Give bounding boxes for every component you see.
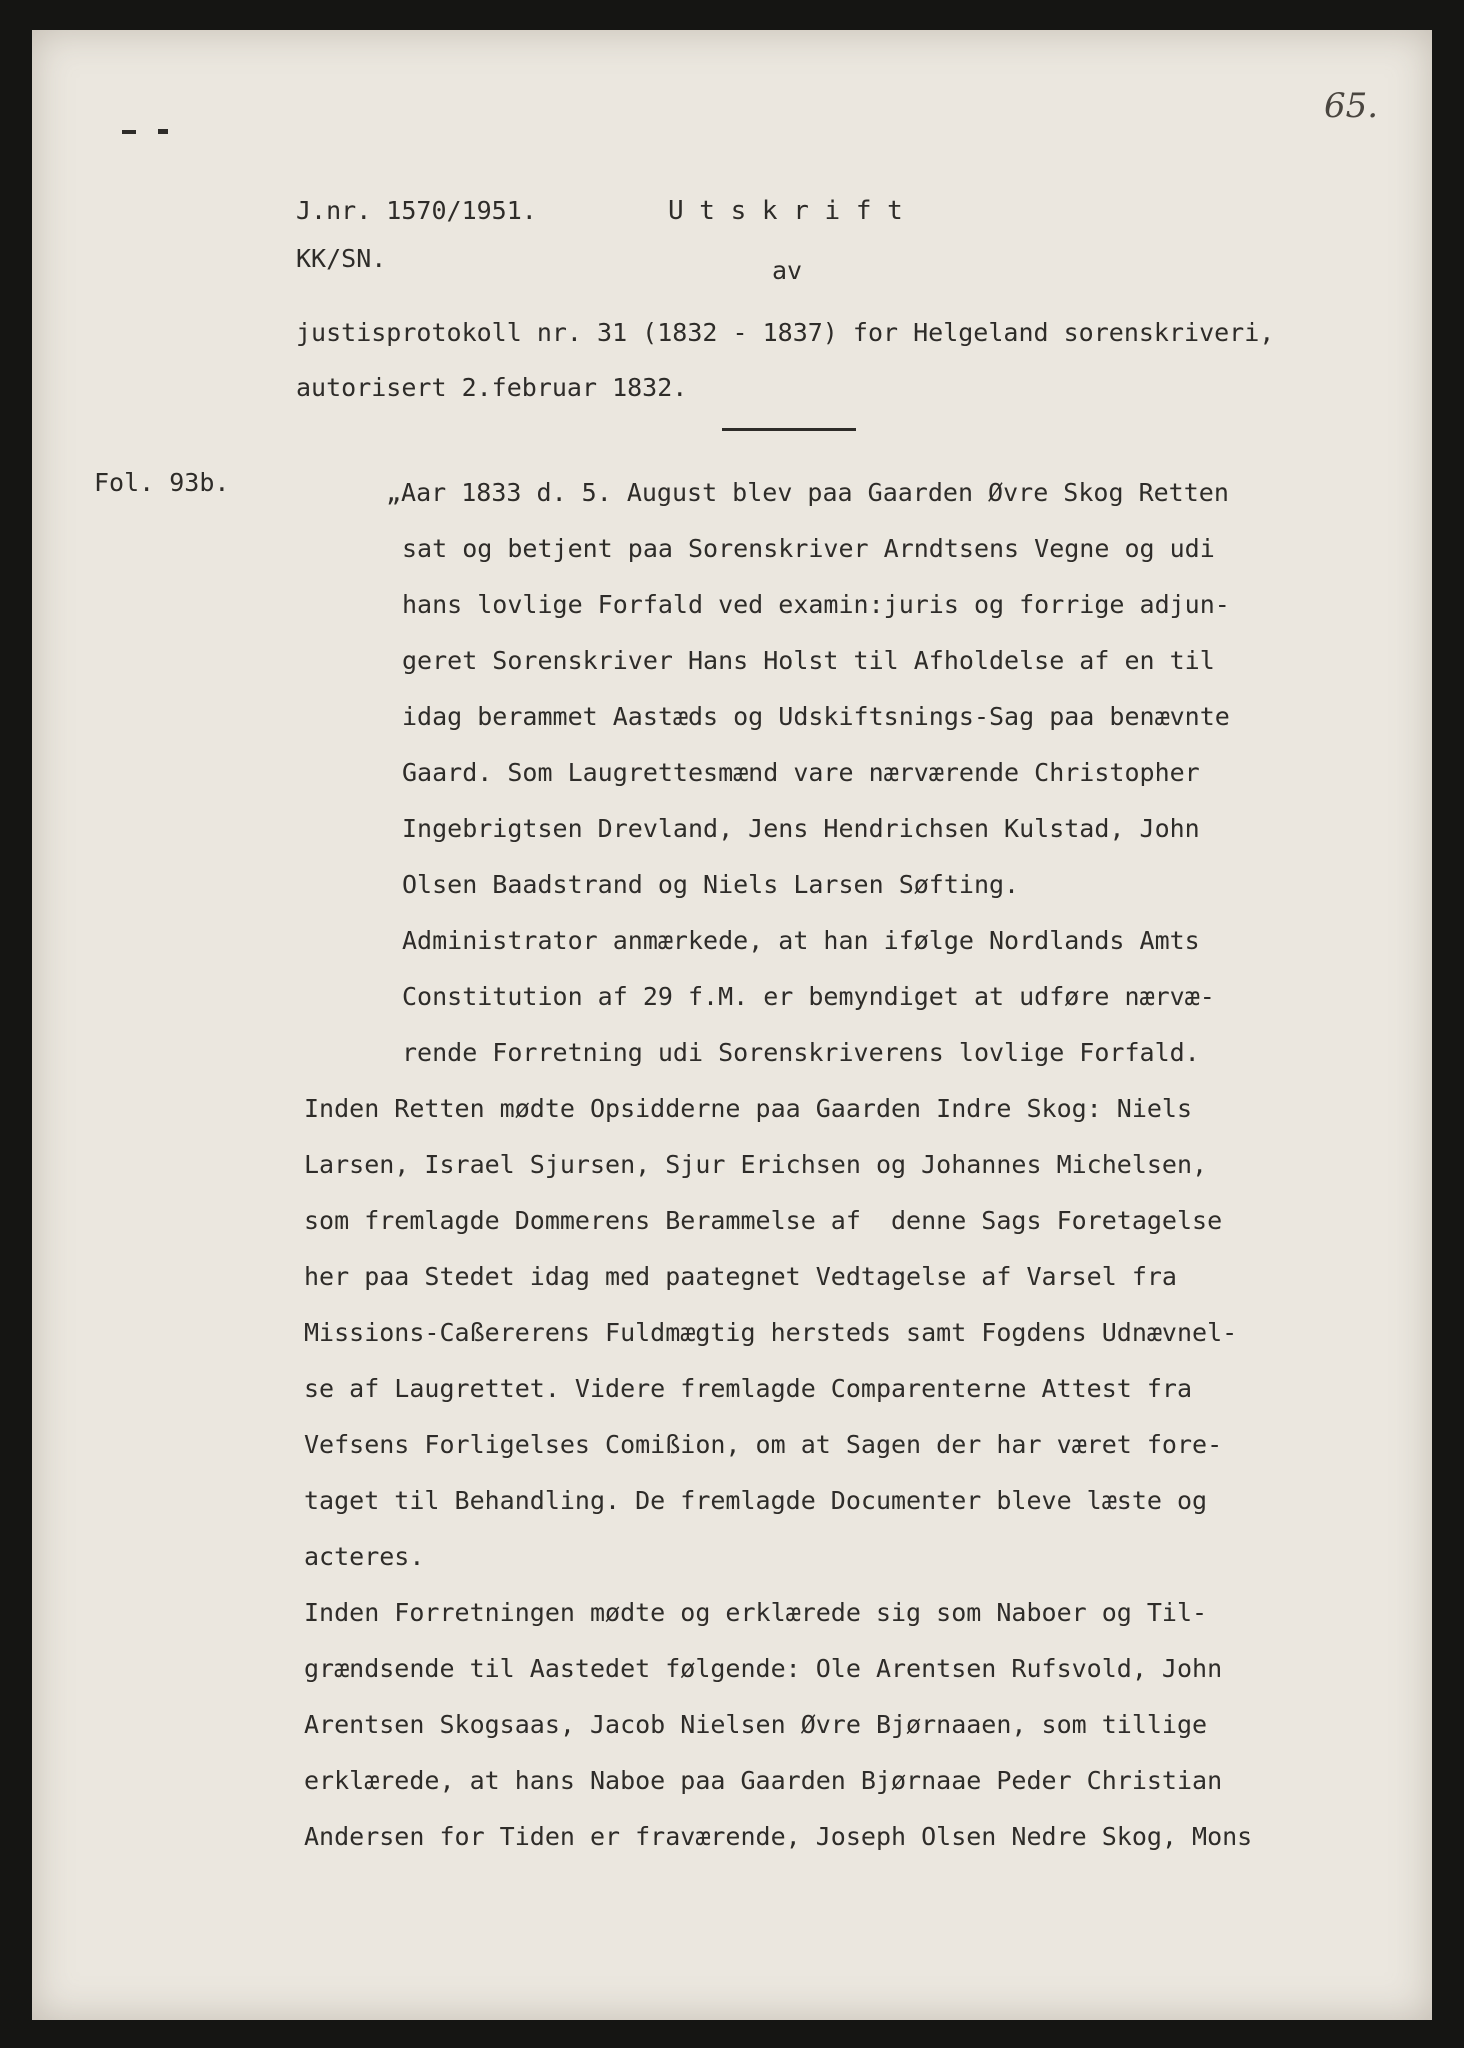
body-line: acteres. xyxy=(304,1542,425,1571)
subtitle-line-1: justisprotokoll nr. 31 (1832 - 1837) for Helgeland sorenskriveri, xyxy=(296,318,1275,347)
body-line: Administrator anmærkede, at han ifølge Nordlands Amts xyxy=(402,926,1200,955)
subtitle-line-2: autorisert 2.februar 1832. xyxy=(296,373,688,402)
folio-reference: Fol. 93b. xyxy=(94,468,230,497)
title-av: av xyxy=(772,256,803,285)
body-line: taget til Behandling. De fremlagde Documenter bleve læste og xyxy=(304,1486,1208,1515)
page-number: 65. xyxy=(1324,86,1379,126)
journal-number: J.nr. 1570/1951. xyxy=(296,196,537,225)
body-line: rende Forretning udi Sorenskriverens lovlige Forfald. xyxy=(402,1038,1200,1067)
body-line: Inden Retten mødte Opsidderne paa Gaarden Indre Skog: Niels xyxy=(304,1094,1193,1123)
body-line: Olsen Baadstrand og Niels Larsen Søfting. xyxy=(402,870,1020,899)
body-line: her paa Stedet idag med paategnet Vedtagelse af Varsel fra xyxy=(304,1262,1177,1291)
body-line: Constitution af 29 f.M. er bemyndiget at udføre nærvæ- xyxy=(402,982,1215,1011)
body-line: Vefsens Forligelses Comißion, om at Sagen der har været fore- xyxy=(304,1430,1223,1459)
body-line: Inden Forretningen mødte og erklærede sig som Naboer og Til- xyxy=(304,1598,1208,1627)
body-line: Missions-Caßererens Fuldmægtig hersteds samt Fogdens Udnævnel- xyxy=(304,1318,1238,1347)
body-line: erklærede, at hans Naboe paa Gaarden Bjørnaae Peder Christian xyxy=(304,1766,1223,1795)
body-line: „Aar 1833 d. 5. August blev paa Gaarden Øvre Skog Retten xyxy=(386,478,1229,507)
body-line: geret Sorenskriver Hans Holst til Afholdelse af en til xyxy=(402,646,1215,675)
body-line: Andersen for Tiden er fraværende, Joseph Olsen Nedre Skog, Mons xyxy=(304,1822,1253,1851)
document-page xyxy=(32,30,1432,2020)
body-line: Ingebrigtsen Drevland, Jens Hendrichsen Kulstad, John xyxy=(402,814,1200,843)
body-line: hans lovlige Forfald ved examin:juris og forrige adjun- xyxy=(402,590,1230,619)
body-line: Gaard. Som Laugrettesmænd vare nærværende Christopher xyxy=(402,758,1200,787)
body-line: Larsen, Israel Sjursen, Sjur Erichsen og Johannes Michelsen, xyxy=(304,1150,1208,1179)
body-line: grændsende til Aastedet følgende: Ole Arentsen Rufsvold, John xyxy=(304,1654,1223,1683)
body-line: idag berammet Aastæds og Udskiftsnings-Sag paa benævnte xyxy=(402,702,1230,731)
initials: KK/SN. xyxy=(296,244,387,273)
transcript-body xyxy=(32,30,1432,2020)
body-line: sat og betjent paa Sorenskriver Arndtsens Vegne og udi xyxy=(402,534,1215,563)
document-title: U t s k r i f t xyxy=(668,196,903,226)
body-line: se af Laugrettet. Videre fremlagde Comparenterne Attest fra xyxy=(304,1374,1193,1403)
body-line: som fremlagde Dommerens Berammelse af denne Sags Foretagelse xyxy=(304,1206,1223,1235)
body-line: Arentsen Skogsaas, Jacob Nielsen Øvre Bjørnaaen, som tillige xyxy=(304,1710,1208,1739)
